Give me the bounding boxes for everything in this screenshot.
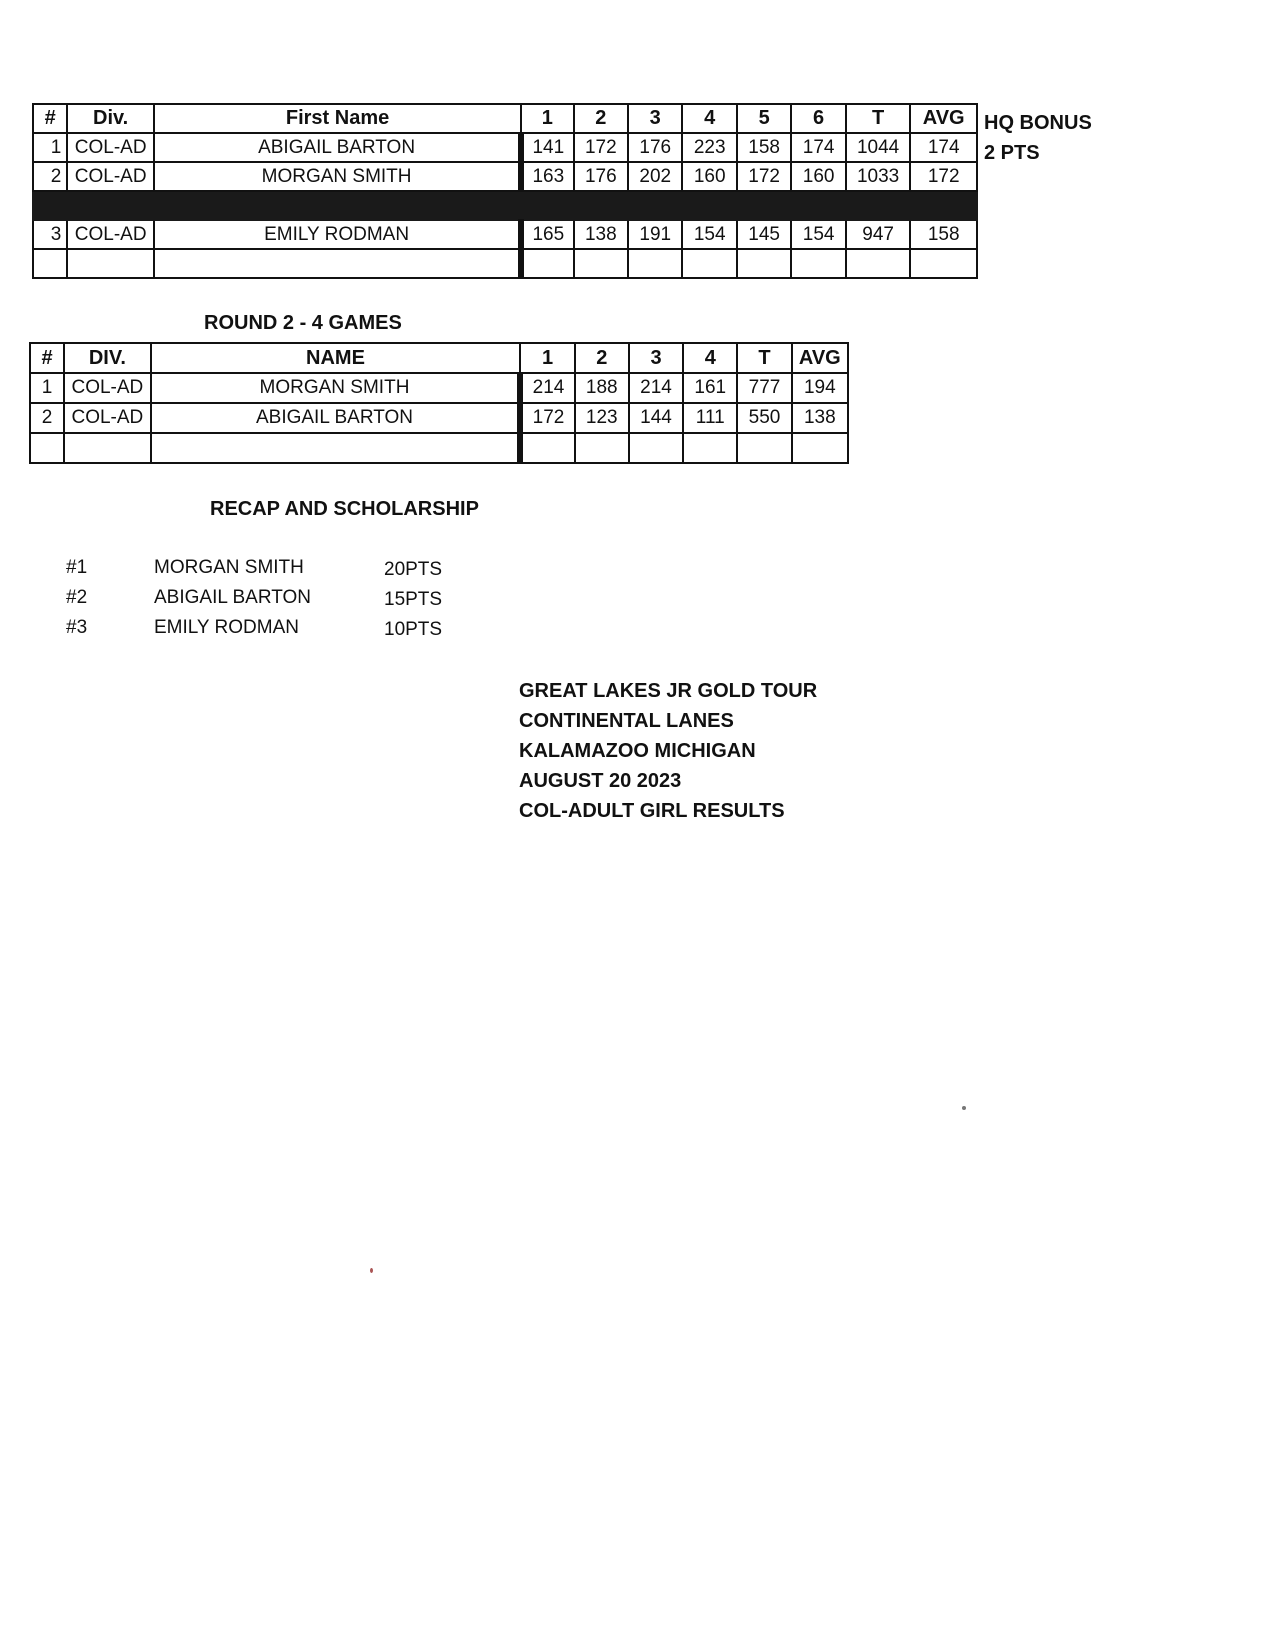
event-location: KALAMAZOO MICHIGAN	[519, 740, 756, 762]
cell-game-3: 202	[628, 162, 682, 191]
empty-cell	[33, 249, 67, 278]
col-header-game-1: 1	[521, 104, 573, 133]
col-header-game-2: 2	[575, 343, 629, 373]
cell-total: 777	[737, 373, 791, 403]
cell-average: 194	[792, 373, 848, 403]
cell-rank: 1	[33, 133, 67, 162]
col-header-game-4: 4	[682, 104, 736, 133]
cell-total: 1033	[846, 162, 911, 191]
cell-game-6: 154	[791, 220, 845, 249]
empty-cell	[151, 433, 521, 463]
col-header-rank: #	[33, 104, 67, 133]
table-row	[30, 373, 848, 403]
cell-average: 158	[910, 220, 977, 249]
recap-name-3: EMILY RODMAN	[154, 617, 299, 638]
cell-game-1: 172	[520, 403, 574, 433]
cell-game-2: 138	[574, 220, 628, 249]
cell-game-4: 111	[683, 403, 737, 433]
cell-game-1: 163	[521, 162, 573, 191]
cell-division: COL-AD	[67, 162, 154, 191]
col-header-game-1: 1	[520, 343, 574, 373]
cell-game-6: 160	[791, 162, 845, 191]
recap-rank-1: #1	[66, 557, 88, 578]
cell-game-3: 191	[628, 220, 682, 249]
table-row	[30, 403, 848, 433]
cell-game-2: 176	[574, 162, 628, 191]
col-header-game-5: 5	[737, 104, 791, 133]
col-header-division: Div.	[67, 104, 154, 133]
empty-cell	[737, 249, 791, 278]
hq-bonus-points: 2 PTS	[984, 142, 1040, 164]
empty-cell	[30, 433, 64, 463]
cell-game-5: 158	[737, 133, 791, 162]
col-header-name: First Name	[154, 104, 521, 133]
cell-game-5: 172	[737, 162, 791, 191]
cell-total: 947	[846, 220, 911, 249]
round2-table	[29, 342, 849, 464]
cell-division: COL-AD	[67, 133, 154, 162]
col-header-average: AVG	[792, 343, 848, 373]
empty-cell	[574, 249, 628, 278]
cell-name: MORGAN SMITH	[151, 373, 521, 403]
cell-game-4: 223	[682, 133, 736, 162]
hq-bonus-header: HQ BONUS	[984, 112, 1092, 134]
recap-name-2: ABIGAIL BARTON	[154, 587, 311, 608]
cell-game-3: 176	[628, 133, 682, 162]
col-header-name: NAME	[151, 343, 521, 373]
event-venue: CONTINENTAL LANES	[519, 710, 734, 732]
cell-game-4: 161	[683, 373, 737, 403]
event-tour: GREAT LAKES JR GOLD TOUR	[519, 680, 818, 702]
col-header-game-4: 4	[683, 343, 737, 373]
cell-name: ABIGAIL BARTON	[154, 133, 521, 162]
cell-game-1: 141	[521, 133, 573, 162]
recap-name-1: MORGAN SMITH	[154, 557, 304, 578]
cell-average: 174	[910, 133, 977, 162]
cell-rank: 2	[30, 403, 64, 433]
table-row	[33, 162, 977, 191]
empty-cell	[64, 433, 150, 463]
cell-total: 550	[737, 403, 791, 433]
empty-cell	[683, 433, 737, 463]
empty-cell	[67, 249, 154, 278]
scan-speck	[962, 1106, 966, 1110]
cell-game-1: 214	[520, 373, 574, 403]
col-header-game-3: 3	[629, 343, 683, 373]
col-header-game-6: 6	[791, 104, 845, 133]
empty-cell	[154, 249, 521, 278]
cell-game-2: 188	[575, 373, 629, 403]
cell-game-4: 154	[682, 220, 736, 249]
empty-cell	[521, 249, 573, 278]
divider-bar	[33, 191, 977, 220]
table-row	[33, 133, 977, 162]
cell-total: 1044	[846, 133, 911, 162]
table-header-row	[33, 104, 977, 133]
event-date: AUGUST 20 2023	[519, 770, 682, 792]
cut-line-divider	[33, 191, 977, 220]
empty-cell	[629, 433, 683, 463]
cell-game-2: 172	[574, 133, 628, 162]
cell-game-2: 123	[575, 403, 629, 433]
col-header-game-3: 3	[628, 104, 682, 133]
cell-game-3: 214	[629, 373, 683, 403]
table-row-empty	[33, 249, 977, 278]
recap-rank-2: #2	[66, 587, 88, 608]
recap-points-2: 15PTS	[384, 589, 443, 610]
cell-division: COL-AD	[64, 403, 150, 433]
empty-cell	[682, 249, 736, 278]
cell-game-5: 145	[737, 220, 791, 249]
col-header-average: AVG	[910, 104, 977, 133]
col-header-total: T	[846, 104, 911, 133]
empty-cell	[791, 249, 845, 278]
empty-cell	[575, 433, 629, 463]
cell-name: EMILY RODMAN	[154, 220, 521, 249]
empty-cell	[792, 433, 848, 463]
cell-name: MORGAN SMITH	[154, 162, 521, 191]
cell-division: COL-AD	[64, 373, 150, 403]
cell-rank: 2	[33, 162, 67, 191]
recap-rank-3: #3	[66, 617, 88, 638]
table-header-row	[30, 343, 848, 373]
cell-rank: 3	[33, 220, 67, 249]
recap-points-1: 20PTS	[384, 559, 443, 580]
recap-title: RECAP AND SCHOLARSHIP	[210, 498, 479, 520]
cell-average: 172	[910, 162, 977, 191]
scan-speck	[370, 1268, 373, 1273]
empty-cell	[520, 433, 574, 463]
table-row-empty	[30, 433, 848, 463]
cell-game-3: 144	[629, 403, 683, 433]
cell-game-1: 165	[521, 220, 573, 249]
col-header-division: DIV.	[64, 343, 150, 373]
recap-points-3: 10PTS	[384, 619, 443, 640]
empty-cell	[628, 249, 682, 278]
col-header-total: T	[737, 343, 791, 373]
cell-game-4: 160	[682, 162, 736, 191]
cell-rank: 1	[30, 373, 64, 403]
round1-table	[32, 103, 978, 279]
round2-title: ROUND 2 - 4 GAMES	[204, 312, 402, 334]
empty-cell	[737, 433, 791, 463]
col-header-rank: #	[30, 343, 64, 373]
cell-game-6: 174	[791, 133, 845, 162]
cell-division: COL-AD	[67, 220, 154, 249]
cell-average: 138	[792, 403, 848, 433]
col-header-game-2: 2	[574, 104, 628, 133]
table-row	[33, 220, 977, 249]
event-results-label: COL-ADULT GIRL RESULTS	[519, 800, 785, 822]
empty-cell	[846, 249, 911, 278]
cell-name: ABIGAIL BARTON	[151, 403, 521, 433]
empty-cell	[910, 249, 977, 278]
